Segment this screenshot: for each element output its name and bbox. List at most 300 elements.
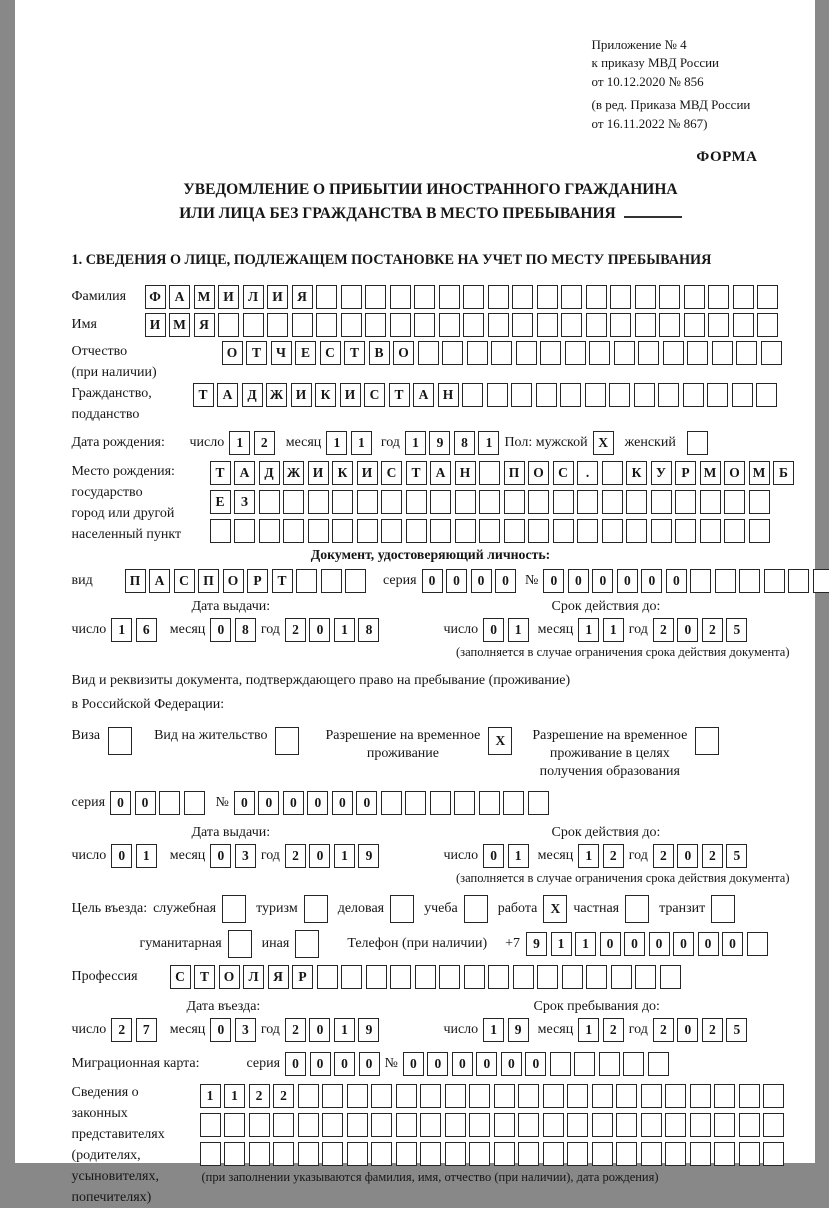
form-cell: [396, 1113, 417, 1137]
form-cell: [764, 569, 785, 593]
residence-permit-checkbox: [275, 727, 299, 755]
form-cell: [540, 341, 561, 365]
form-cell: [218, 313, 239, 337]
form-cell: [511, 383, 532, 407]
form-cell: О: [528, 461, 549, 485]
form-cell: 1: [224, 1084, 245, 1108]
form-cell: 0: [446, 569, 467, 593]
form-cell: 0: [722, 932, 743, 956]
regulation-line: Приложение № 4: [591, 37, 687, 52]
form-cell: [537, 313, 558, 337]
form-cell: Т: [194, 965, 215, 989]
form-cell: 1: [478, 431, 499, 455]
form-cell: Н: [455, 461, 476, 485]
form-cell: [341, 313, 362, 337]
residence-number-cells: [234, 791, 549, 815]
residence-expiry-month: [578, 844, 624, 868]
expiry-date-label: Срок действия до:: [551, 599, 661, 615]
purpose-official-checkbox: [222, 895, 246, 923]
form-cell: [420, 1142, 441, 1166]
form-cell: 0: [307, 791, 328, 815]
limit-note: (заполняется в случае ограничения срока действия документа): [456, 871, 790, 886]
form-cell: 0: [698, 932, 719, 956]
form-cell: И: [357, 461, 378, 485]
citizenship-cells: [193, 383, 778, 407]
series-label: серия: [246, 1056, 281, 1072]
form-cell: [707, 383, 728, 407]
form-cell: [641, 1084, 662, 1108]
form-cell: 1: [603, 618, 624, 642]
form-cell: 0: [309, 844, 330, 868]
form-cell: С: [553, 461, 574, 485]
stay-month: [578, 1018, 624, 1042]
form-cell: [567, 1113, 588, 1137]
form-cell: 0: [356, 791, 377, 815]
form-cell: [565, 341, 586, 365]
form-cell: 0: [641, 569, 662, 593]
form-cell: [714, 1084, 735, 1108]
month-label: месяц: [537, 622, 574, 638]
form-cell: [273, 1142, 294, 1166]
surname-label: Фамилия: [71, 289, 127, 305]
purpose-transit-checkbox: [711, 895, 735, 923]
id-issue-month: [210, 618, 256, 642]
form-cell: 5: [726, 844, 747, 868]
number-label: №: [215, 795, 229, 811]
form-cell: [365, 285, 386, 309]
form-cell: [625, 895, 649, 923]
form-cell: Ж: [283, 461, 304, 485]
form-cell: [610, 313, 631, 337]
form-cell: [224, 1142, 245, 1166]
form-cell: Б: [773, 461, 794, 485]
legal-reps-row1-cells: [200, 1084, 785, 1108]
form-cell: [249, 1113, 270, 1137]
form-cell: [469, 1142, 490, 1166]
form-cell: 2: [603, 1018, 624, 1042]
profession-label: Профессия: [71, 969, 138, 985]
form-cell: И: [218, 285, 239, 309]
form-cell: 0: [258, 791, 279, 815]
birth-place-label: Место рождения:: [71, 464, 175, 480]
form-cell: 2: [702, 618, 723, 642]
id-doc-row: [72, 569, 790, 593]
year-label: год: [260, 622, 280, 638]
form-cell: 0: [285, 1052, 306, 1076]
form-cell: К: [626, 461, 647, 485]
form-cell: [763, 1084, 784, 1108]
form-cell: [347, 1113, 368, 1137]
form-cell: А: [234, 461, 255, 485]
form-cell: [516, 341, 537, 365]
form-cell: 0: [309, 618, 330, 642]
form-cell: 7: [136, 1018, 157, 1042]
form-cell: [714, 1142, 735, 1166]
form-cell: Т: [344, 341, 365, 365]
temp-residence-edu-label-line1: Разрешение на временное: [532, 727, 688, 743]
form-cell: 0: [332, 791, 353, 815]
form-cell: О: [222, 341, 243, 365]
purpose-transit: транзит: [659, 895, 735, 923]
temp-residence-edu-checkbox: [695, 727, 719, 755]
residence-expiry-day: [483, 844, 529, 868]
form-cell: [296, 569, 317, 593]
form-cell: [494, 1084, 515, 1108]
form-cell: [700, 490, 721, 514]
purpose-study: учеба: [424, 895, 488, 923]
form-cell: [813, 569, 829, 593]
form-cell: [641, 1113, 662, 1137]
form-cell: П: [198, 569, 219, 593]
form-cell: [528, 490, 549, 514]
form-cell: [439, 285, 460, 309]
form-cell: А: [169, 285, 190, 309]
residence-date-labels: [72, 825, 790, 844]
form-cell: [322, 1084, 343, 1108]
form-cell: Н: [438, 383, 459, 407]
form-cell: [658, 383, 679, 407]
form-cell: [479, 519, 500, 543]
form-cell: [512, 285, 533, 309]
birth-place-row1-cells: [210, 461, 795, 485]
form-cell: [442, 341, 463, 365]
form-cell: 0: [476, 1052, 497, 1076]
form-cell: [586, 285, 607, 309]
form-cell: [712, 341, 733, 365]
birth-place-row3-cells: [210, 519, 795, 543]
form-cell: О: [223, 569, 244, 593]
patronymic-label: Отчество: [71, 344, 128, 360]
blank-underline: [624, 204, 682, 218]
form-cell: [626, 490, 647, 514]
form-cell: 5: [726, 618, 747, 642]
form-title-line1: УВЕДОМЛЕНИЕ О ПРИБЫТИИ ИНОСТРАННОГО ГРАЖДАНИНА: [183, 181, 678, 199]
form-cell: А: [430, 461, 451, 485]
month-label: месяц: [285, 435, 322, 451]
form-cell: 9: [358, 844, 379, 868]
form-cell: 9: [429, 431, 450, 455]
purpose-official: служебная: [153, 895, 246, 923]
id-issue-year: [285, 618, 380, 642]
form-cell: [611, 965, 632, 989]
field-name: [72, 313, 790, 337]
form-cell: [665, 1084, 686, 1108]
form-cell: Т: [272, 569, 293, 593]
form-cell: [491, 341, 512, 365]
form-cell: 0: [617, 569, 638, 593]
form-cell: [396, 1142, 417, 1166]
form-cell: [711, 895, 735, 923]
form-cell: [736, 341, 757, 365]
form-cell: 0: [592, 569, 613, 593]
form-cell: [275, 727, 299, 755]
form-cell: К: [315, 383, 336, 407]
form-cell: Р: [675, 461, 696, 485]
migration-series-cells: [285, 1052, 380, 1076]
form-cell: [651, 490, 672, 514]
id-doc-type-cells: [125, 569, 367, 593]
form-cell: С: [364, 383, 385, 407]
regulation-line: к приказу МВД России: [591, 55, 720, 71]
form-cell: [635, 965, 656, 989]
forma-label: ФОРМА: [696, 149, 758, 166]
form-cell: 0: [110, 791, 131, 815]
form-cell: [708, 285, 729, 309]
form-cell: [567, 1084, 588, 1108]
migration-card-label: Миграционная карта:: [71, 1056, 200, 1072]
form-cell: 1: [111, 618, 132, 642]
form-cell: [396, 1084, 417, 1108]
form-cell: [381, 791, 402, 815]
form-cell: [700, 519, 721, 543]
form-cell: Ф: [145, 285, 166, 309]
form-cell: 0: [422, 569, 443, 593]
name-label: Имя: [71, 317, 97, 333]
issue-date-label: Дата выдачи:: [191, 599, 271, 615]
form-cell: А: [149, 569, 170, 593]
patronymic-cells: [222, 341, 782, 365]
form-cell: [574, 1052, 595, 1076]
form-cell: [454, 791, 475, 815]
form-cell: [592, 1142, 613, 1166]
field-profession: [72, 965, 790, 989]
form-cell: 0: [677, 1018, 698, 1042]
form-cell: 0: [334, 1052, 355, 1076]
form-cell: [634, 383, 655, 407]
form-cell: [543, 1142, 564, 1166]
form-cell: 0: [677, 618, 698, 642]
regulation-line: (в ред. Приказа МВД России: [591, 97, 751, 113]
option-temp-residence-education: [532, 727, 719, 782]
form-cell: 9: [358, 1018, 379, 1042]
form-cell: Р: [292, 965, 313, 989]
form-cell: К: [332, 461, 353, 485]
form-cell: [599, 1052, 620, 1076]
temp-residence-edu-label-line2: проживание в целях: [549, 746, 670, 762]
form-cell: 2: [653, 844, 674, 868]
legal-reps-label-line: (родителях,: [71, 1148, 141, 1164]
form-cell: С: [320, 341, 341, 365]
form-cell: [528, 519, 549, 543]
form-cell: [684, 285, 705, 309]
form-cell: 0: [568, 569, 589, 593]
sex-male-checkbox: [593, 431, 614, 455]
form-cell: Ж: [266, 383, 287, 407]
form-cell: П: [504, 461, 525, 485]
phone-cells: [526, 932, 768, 956]
form-cell: [390, 313, 411, 337]
form-cell: [761, 341, 782, 365]
form-cell: Я: [194, 313, 215, 337]
month-label: месяц: [537, 848, 574, 864]
form-cell: [366, 965, 387, 989]
day-label: число: [71, 622, 107, 638]
form-cell: [390, 285, 411, 309]
form-cell: Е: [295, 341, 316, 365]
visa-checkbox: [108, 727, 132, 755]
form-cell: [690, 1084, 711, 1108]
form-cell: [316, 285, 337, 309]
form-cell: [308, 490, 329, 514]
year-label: год: [260, 1022, 280, 1038]
form-cell: 2: [111, 1018, 132, 1042]
form-cell: [488, 285, 509, 309]
form-cell: [420, 1084, 441, 1108]
form-cell: 9: [508, 1018, 529, 1042]
entry-date-label: Дата въезда:: [186, 999, 261, 1015]
form-cell: [708, 313, 729, 337]
form-cell: [273, 1113, 294, 1137]
form-cell: [724, 519, 745, 543]
year-label: год: [628, 1022, 648, 1038]
regulation-line: от 10.12.2020 № 856: [591, 73, 704, 89]
legal-reps-block: [72, 1082, 790, 1208]
form-cell: [298, 1113, 319, 1137]
form-cell: [341, 285, 362, 309]
form-cell: [732, 383, 753, 407]
form-cell: 5: [726, 1018, 747, 1042]
field-citizenship: [72, 383, 790, 425]
form-cell: [675, 519, 696, 543]
form-cell: 0: [135, 791, 156, 815]
birth-place-row2-cells: [210, 490, 795, 514]
form-cell: С: [170, 965, 191, 989]
form-cell: 0: [234, 791, 255, 815]
form-cell: 2: [254, 431, 275, 455]
form-cell: [518, 1113, 539, 1137]
field-surname: [72, 285, 790, 309]
form-cell: [420, 1113, 441, 1137]
form-cell: [381, 519, 402, 543]
form-cell: [494, 1113, 515, 1137]
form-cell: [518, 1142, 539, 1166]
citizenship-sublabel: подданство: [71, 407, 140, 423]
form-cell: [589, 341, 610, 365]
form-cell: [739, 569, 760, 593]
form-cell: [585, 383, 606, 407]
day-label: число: [71, 848, 107, 864]
stay-day: [483, 1018, 529, 1042]
form-cell: [756, 383, 777, 407]
form-cell: [445, 1084, 466, 1108]
form-cell: [638, 341, 659, 365]
legal-reps-label-line: законных: [71, 1106, 128, 1122]
form-cell: [430, 490, 451, 514]
form-cell: [298, 1142, 319, 1166]
visit-purpose-row1: [72, 895, 790, 923]
form-cell: [439, 965, 460, 989]
form-cell: [560, 383, 581, 407]
number-label: №: [384, 1056, 398, 1072]
form-cell: [660, 965, 681, 989]
form-cell: [739, 1142, 760, 1166]
month-label: месяц: [169, 848, 206, 864]
form-cell: Т: [389, 383, 410, 407]
form-cell: 0: [543, 569, 564, 593]
form-cell: [715, 569, 736, 593]
form-cell: [308, 519, 329, 543]
form-cell: [577, 490, 598, 514]
form-cell: 0: [111, 844, 132, 868]
day-label: число: [443, 848, 479, 864]
form-cell: М: [700, 461, 721, 485]
form-cell: 0: [649, 932, 670, 956]
form-cell: [553, 490, 574, 514]
form-cell: [228, 930, 252, 958]
temp-residence-label-line1: Разрешение на временное: [325, 727, 481, 743]
form-cell: 1: [578, 844, 599, 868]
legal-reps-label-line: попечителях): [71, 1190, 152, 1206]
id-doc-number-cells: [543, 569, 829, 593]
form-cell: [381, 490, 402, 514]
month-label: месяц: [169, 622, 206, 638]
visit-purpose-row2: [72, 930, 790, 958]
form-cell: 0: [677, 844, 698, 868]
form-cell: 0: [525, 1052, 546, 1076]
form-cell: 0: [210, 618, 231, 642]
form-cell: 0: [673, 932, 694, 956]
form-cell: 0: [483, 844, 504, 868]
form-cell: [690, 1113, 711, 1137]
migration-number-cells: [403, 1052, 669, 1076]
form-cell: 0: [600, 932, 621, 956]
form-cell: 1: [578, 1018, 599, 1042]
form-cell: П: [125, 569, 146, 593]
form-cell: [687, 341, 708, 365]
form-cell: 1: [326, 431, 347, 455]
residence-series-cells: [110, 791, 205, 815]
birth-place-sublabel-state: государство: [71, 485, 143, 501]
residence-issue-month: [210, 844, 256, 868]
form-cell: [322, 1113, 343, 1137]
form-cell: [406, 519, 427, 543]
form-cell: [592, 1084, 613, 1108]
form-cell: 9: [526, 932, 547, 956]
form-cell: [243, 313, 264, 337]
form-cell: [462, 383, 483, 407]
form-cell: М: [749, 461, 770, 485]
form-cell: О: [724, 461, 745, 485]
form-cell: [763, 1113, 784, 1137]
id-issue-day: [111, 618, 157, 642]
form-cell: [332, 519, 353, 543]
form-cell: [371, 1142, 392, 1166]
legal-reps-label-line: Сведения о: [71, 1085, 139, 1101]
form-cell: И: [308, 461, 329, 485]
stay-year: [653, 1018, 748, 1042]
form-cell: С: [381, 461, 402, 485]
form-cell: [347, 1142, 368, 1166]
form-cell: [345, 569, 366, 593]
form-cell: [295, 930, 319, 958]
form-cell: [390, 895, 414, 923]
form-cell: [224, 1113, 245, 1137]
form-cell: Я: [268, 965, 289, 989]
form-cell: 1: [551, 932, 572, 956]
form-cell: X: [593, 431, 614, 455]
form-cell: [684, 313, 705, 337]
form-cell: 8: [358, 618, 379, 642]
form-cell: [683, 383, 704, 407]
issue-date-label: Дата выдачи:: [191, 825, 271, 841]
series-label: серия: [71, 795, 106, 811]
day-label: число: [443, 622, 479, 638]
form-cell: [469, 1113, 490, 1137]
residence-issue-year: [285, 844, 380, 868]
form-cell: [322, 1142, 343, 1166]
form-cell: 0: [495, 569, 516, 593]
form-cell: [503, 791, 524, 815]
